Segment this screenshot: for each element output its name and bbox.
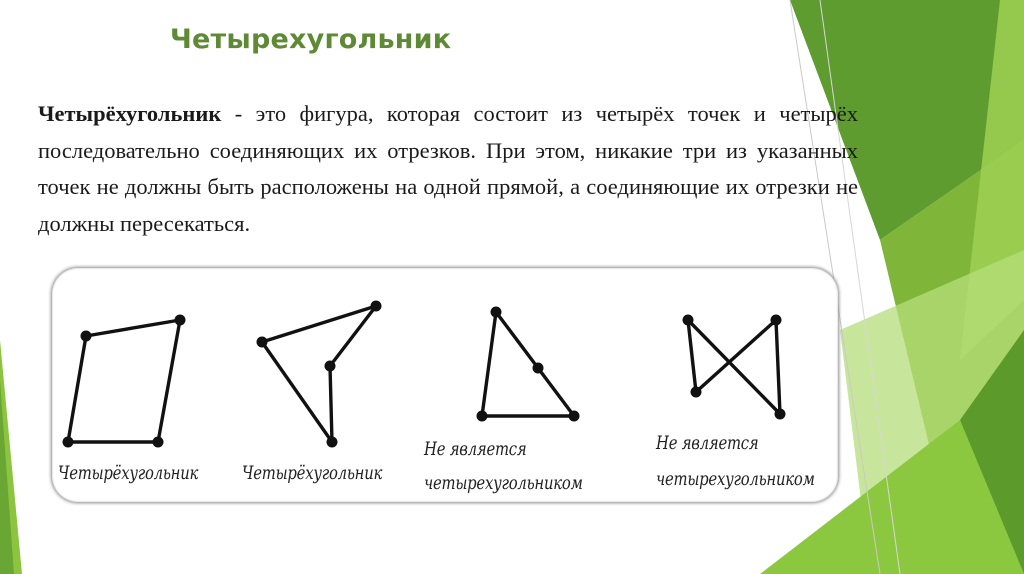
- figure-3-not-quadrilateral: [482, 312, 574, 416]
- vertex-dot: [569, 411, 580, 422]
- vertex-dot: [477, 411, 488, 422]
- figure-3-caption-line2: четырехугольником: [424, 472, 583, 494]
- vertex-dot: [371, 301, 382, 312]
- vertex-dot: [257, 337, 268, 348]
- figure-1-caption: Четырёхугольник: [58, 462, 199, 484]
- figure-3-caption-line1: Не является: [424, 438, 527, 460]
- definition-term: Четырёхугольник: [38, 101, 222, 126]
- slide-title: Четырехугольник: [170, 24, 452, 55]
- vertex-dot: [691, 387, 702, 398]
- figure-2-concave-quadrilateral: [262, 306, 376, 442]
- vertex-dot: [153, 437, 164, 448]
- definition-body: - это фигура, которая состоит из четырёх точек и четырёх последовательно соединяющих их отрезков. При этом, никакие три из указанных точек не должны быть расположены на одной прямой, а соединяющие их отрезки не должны пересекаться.: [38, 101, 858, 236]
- vertex-dot: [81, 331, 92, 342]
- definition-text: [38, 96, 858, 242]
- figure-panel: [52, 268, 838, 502]
- vertex-dot: [775, 409, 786, 420]
- figure-2-caption: Четырёхугольник: [242, 462, 383, 484]
- figure-4-not-quadrilateral: [688, 320, 780, 414]
- vertex-dot: [491, 307, 502, 318]
- figure-4-caption-line1: Не является: [656, 432, 759, 454]
- vertex-dot: [63, 437, 74, 448]
- figure-4-caption-line2: четырехугольником: [656, 468, 815, 490]
- vertex-dot: [683, 315, 694, 326]
- vertex-dot: [175, 315, 186, 326]
- vertex-dot: [325, 361, 336, 372]
- vertex-dot: [771, 315, 782, 326]
- vertex-dot: [327, 437, 338, 448]
- vertex-dot: [533, 363, 544, 374]
